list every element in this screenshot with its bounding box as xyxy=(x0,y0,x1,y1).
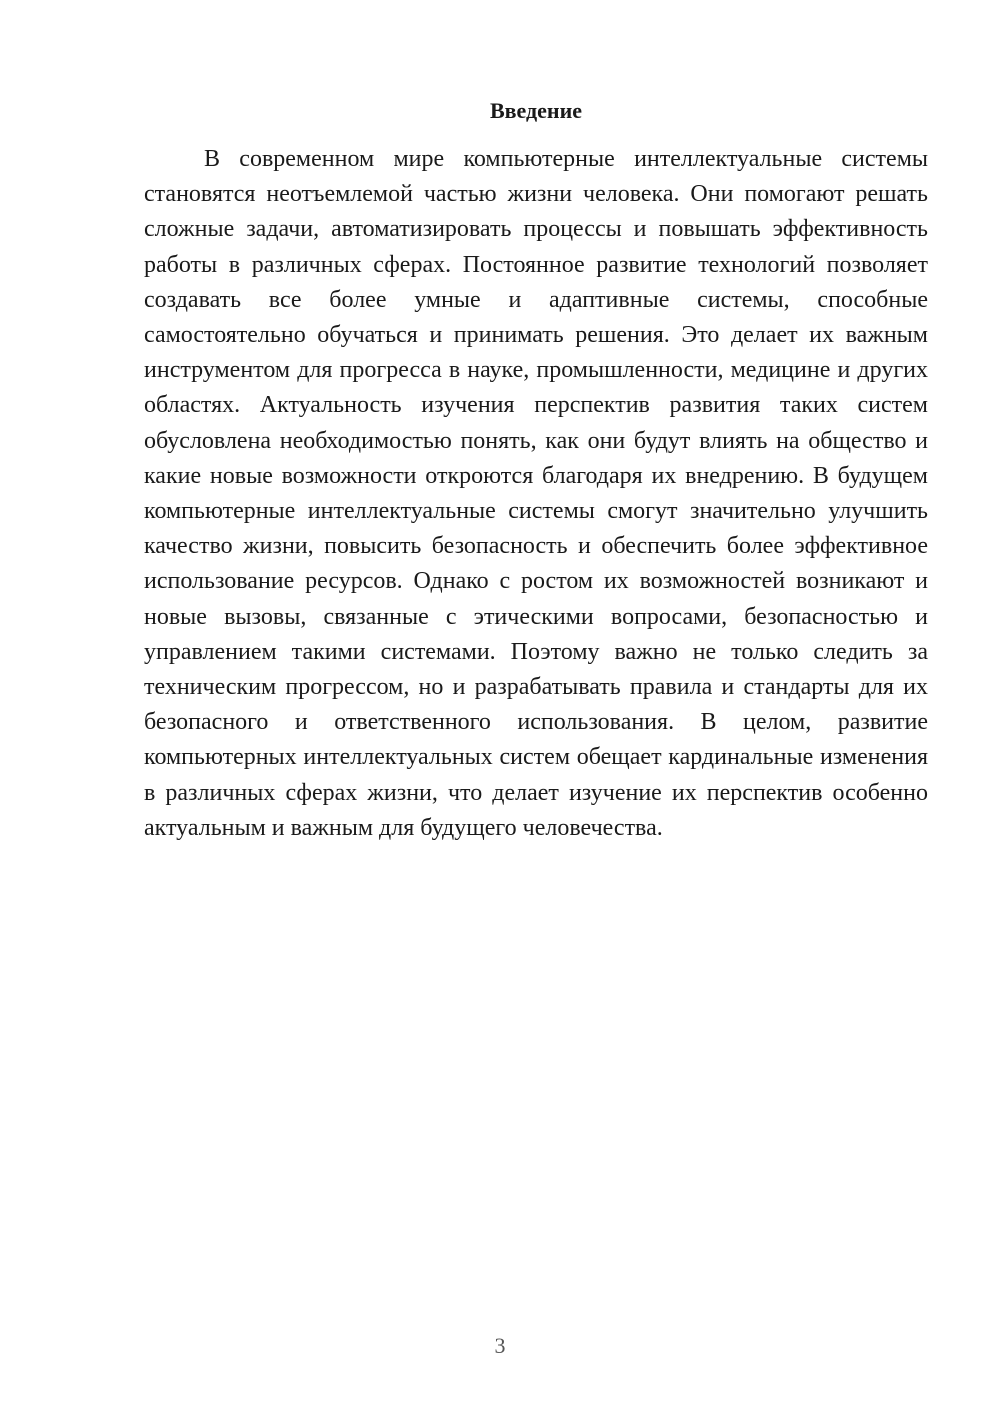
introduction-paragraph: В современном мире компьютерные интеллектуальные системы становятся неотъемлемой частью жизни человека. Они помогают решать сложные задачи, автоматизировать процессы и повышать эффективность работы в различных сферах. Постоянное развитие технологий позволяет создавать все более умные и адаптивные системы, способные самостоятельно обучаться и принимать решения. Это делает их важным инструментом для прогресса в науке, промышленности, медицине и других областях. Актуальность изучения перспектив развития таких систем обусловлена необходимостью понять, как они будут влиять на общество и какие новые возможности откроются благодаря их внедрению. В будущем компьютерные интеллектуальные системы смогут значительно улучшить качество жизни, повысить безопасность и обеспечить более эффективное использование ресурсов. Однако с ростом их возможностей возникают и новые вызовы, связанные с этическими вопросами, безопасностью и управлением такими системами. Поэтому важно не только следить за техническим прогрессом, но и разрабатывать правила и стандарты для их безопасного и ответственного использования. В целом, развитие компьютерных интеллектуальных систем обещает кардинальные изменения в различных сферах жизни, что делает изучение их перспектив особенно актуальным и важным для будущего человечества. xyxy=(144,146,928,841)
section-heading: Введение xyxy=(489,98,583,123)
page-number: 3 xyxy=(494,1333,506,1358)
